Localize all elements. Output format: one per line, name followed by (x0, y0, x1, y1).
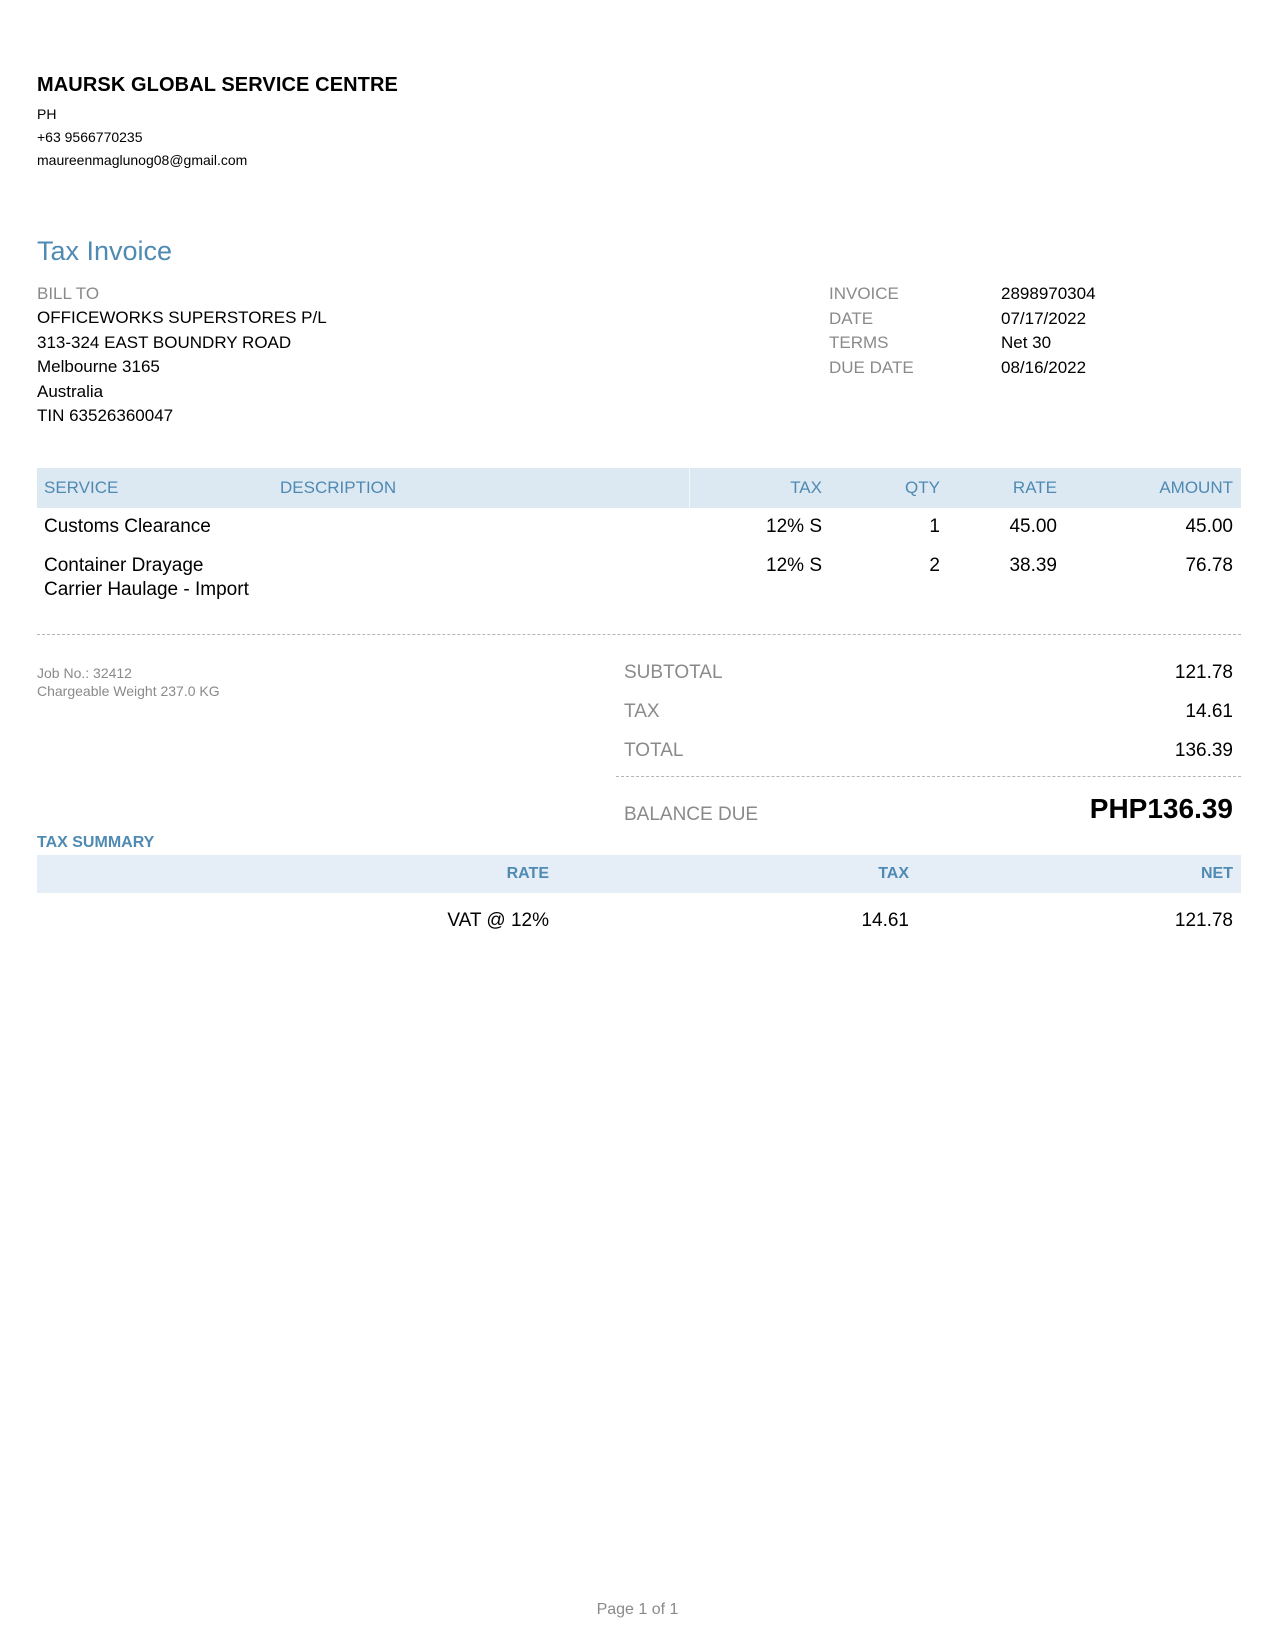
items-table-header (37, 468, 1241, 508)
due-date-value: 08/16/2022 (1001, 358, 1087, 377)
item-tax: 12% S (766, 555, 822, 576)
tax-summary-header-rate: RATE (506, 865, 549, 882)
tax-summary-header (37, 855, 1241, 893)
tax-summary-header-net: NET (1201, 865, 1233, 882)
totals-divider (616, 776, 1241, 777)
item-tax: 12% S (766, 516, 822, 537)
invoice-number-label: INVOICE (829, 284, 899, 303)
item-service: Container Drayage (44, 555, 204, 576)
page-number: Page 1 of 1 (596, 1601, 679, 1618)
item-amount: 76.78 (1185, 555, 1233, 576)
bill-to-line: 313-324 EAST BOUNDRY ROAD (37, 333, 292, 352)
tax-summary-net: 121.78 (1174, 910, 1233, 931)
date-label: DATE (829, 309, 874, 328)
document-title: Tax Invoice (37, 236, 173, 266)
invoice-number-value: 2898970304 (1001, 284, 1096, 303)
header-rate: RATE (1012, 478, 1057, 497)
bill-to-line: Australia (37, 382, 104, 401)
item-qty: 2 (929, 555, 940, 576)
total-label: TOTAL (624, 740, 684, 761)
balance-due-label: BALANCE DUE (624, 804, 759, 825)
item-service: Customs Clearance (44, 516, 211, 537)
item-service-detail: Carrier Haulage - Import (44, 579, 249, 600)
company-phone: +63 9566770235 (37, 129, 143, 145)
tax-summary-header-tax: TAX (878, 865, 909, 882)
item-rate: 38.39 (1009, 555, 1057, 576)
tax-summary-title: TAX SUMMARY (37, 834, 155, 851)
due-date-label: DUE DATE (829, 358, 914, 377)
tax-summary-tax: 14.61 (861, 910, 909, 931)
tax-summary-rate: VAT @ 12% (447, 910, 549, 931)
balance-due-value: PHP136.39 (1089, 793, 1233, 824)
item-rate: 45.00 (1009, 516, 1057, 537)
bill-to-line: Melbourne 3165 (37, 357, 160, 376)
date-value: 07/17/2022 (1001, 309, 1087, 328)
bill-to-label: BILL TO (37, 284, 100, 303)
items-divider (37, 634, 1241, 635)
company-name: MAURSK GLOBAL SERVICE CENTRE (37, 74, 398, 96)
tax-value: 14.61 (1185, 701, 1233, 722)
bill-to-line: OFFICEWORKS SUPERSTORES P/L (37, 308, 327, 327)
header-qty: QTY (905, 478, 940, 497)
header-amount: AMOUNT (1159, 478, 1233, 497)
company-country: PH (37, 106, 57, 122)
terms-label: TERMS (829, 333, 889, 352)
job-number-note: Job No.: 32412 (37, 665, 132, 681)
header-description: DESCRIPTION (280, 478, 397, 497)
subtotal-label: SUBTOTAL (624, 662, 723, 683)
bill-to-line: TIN 63526360047 (37, 406, 174, 425)
total-value: 136.39 (1174, 740, 1233, 761)
header-service: SERVICE (44, 478, 119, 497)
tax-label: TAX (624, 701, 660, 722)
item-qty: 1 (929, 516, 940, 537)
subtotal-value: 121.78 (1174, 662, 1233, 683)
item-amount: 45.00 (1185, 516, 1233, 537)
weight-note: Chargeable Weight 237.0 KG (37, 683, 220, 699)
company-email: maureenmaglunog08@gmail.com (37, 152, 248, 168)
header-tax: TAX (790, 478, 822, 497)
terms-value: Net 30 (1001, 333, 1052, 352)
